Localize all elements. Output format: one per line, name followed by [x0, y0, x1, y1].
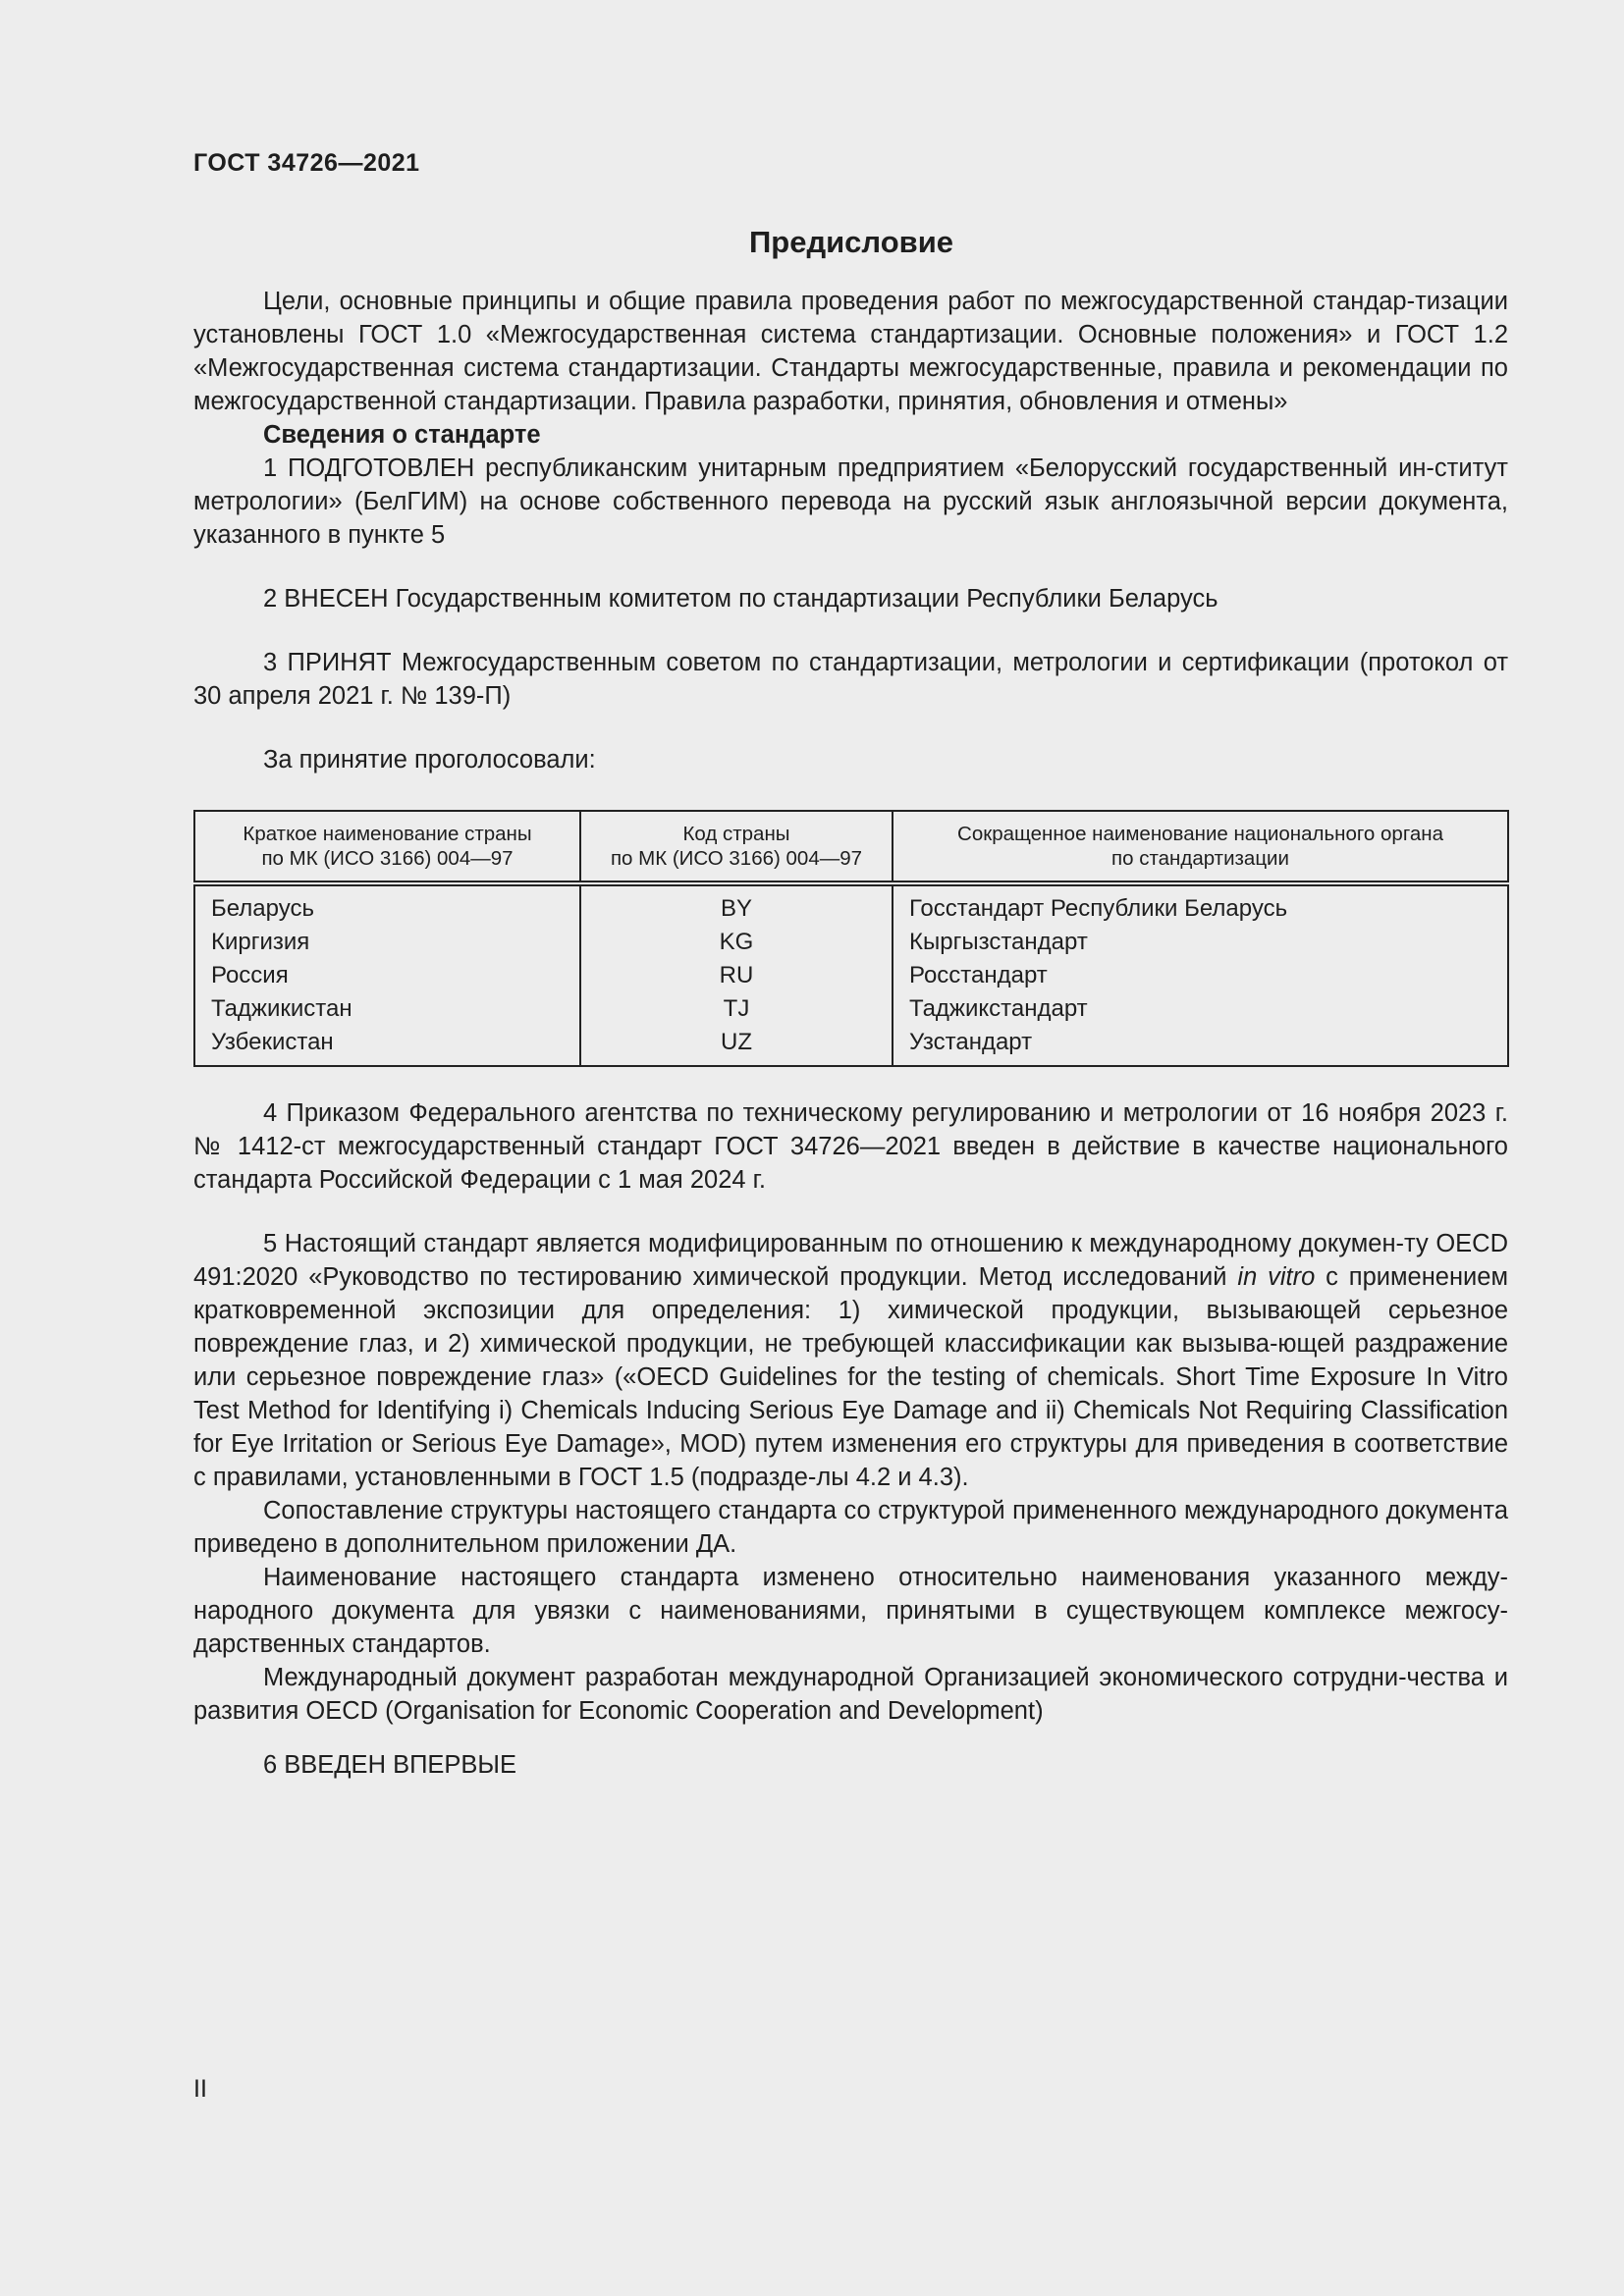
country-column	[194, 883, 580, 1066]
table-header-country: Краткое наименование страны по МК (ИСО 3166) 004—97	[194, 811, 580, 883]
page-title: Предисловие	[748, 225, 953, 259]
code-column	[580, 883, 893, 1066]
item-4: 4 Приказом Федерального агентства по техническому регулированию и метрологии от 16 ноября 2023 г. № 1412-ст межгосударственный стандарт ГОСТ 34726—2021 введен в действие в качестве национального стандарта Российской Федерации с 1 мая 2024 г.	[193, 1099, 1508, 1194]
section-subheading: Сведения о стандарте	[263, 421, 541, 449]
intro-paragraph: Цели, основные принципы и общие правила проведения работ по межгосударственной стандар-тизации установлены ГОСТ 1.0 «Межгосударственная система стандартизации. Основные положения» и ГОСТ 1.2 «Межгосударственная система стандартизации. Стандарты межгосударственные, правила и рекомендации по межгосударственной стандартизации. Правила разработки, принятия, обновления и отмены»	[193, 288, 1508, 415]
table-body-row	[194, 883, 1508, 1066]
standards-body: Узстандарт	[909, 1029, 1033, 1055]
country-code: TJ	[723, 995, 750, 1022]
item-5-paragraph-2: Сопоставление структуры настоящего стандарта со структурой примененного международного документа приведено в дополнительном приложении ДА.	[193, 1497, 1508, 1558]
standards-body-column	[893, 883, 1508, 1066]
country-code: UZ	[721, 1029, 752, 1055]
country-name: Россия	[211, 962, 289, 988]
table-header-code: Код страны по МК (ИСО 3166) 004—97	[580, 811, 893, 883]
document-code: ГОСТ 34726—2021	[193, 149, 420, 177]
country-name: Узбекистан	[211, 1029, 334, 1055]
standards-body: Госстандарт Республики Беларусь	[909, 895, 1288, 922]
item-3: 3 ПРИНЯТ Межгосударственным советом по стандартизации, метрологии и сертификации (протокол от 30 апреля 2021 г. № 139-П)	[193, 649, 1508, 710]
item-5-paragraph-4: Международный документ разработан международной Организацией экономического сотрудни-чества и развития OECD (Organisation for Economic Cooperation and Development)	[193, 1664, 1508, 1725]
country-code: RU	[719, 962, 754, 988]
standards-body: Таджикстандарт	[909, 995, 1088, 1022]
table-header-body: Сокращенное наименование национального органа по стандартизации	[893, 811, 1508, 883]
country-code: KG	[719, 929, 754, 955]
standards-body: Росстандарт	[909, 962, 1048, 988]
page-number: II	[193, 2075, 207, 2103]
country-name: Таджикистан	[211, 995, 352, 1022]
standards-body: Кыргызстандарт	[909, 929, 1088, 955]
country-code: BY	[720, 895, 752, 922]
country-name: Киргизия	[211, 929, 310, 955]
item-5-paragraph-3: Наименование настоящего стандарта изменено относительно наименования указанного между-народного документа для увязки с наименованиями, принятыми в существующем комплексе межгосу-дарственных стандартов.	[193, 1564, 1508, 1658]
voted-label: За принятие проголосовали:	[263, 746, 596, 774]
countries-table	[193, 810, 1509, 1067]
foreword-body	[193, 285, 1508, 1782]
item-5: 5 Настоящий стандарт является модифицированным по отношению к международному докумен-ту OECD 491:2020 «Руководство по тестированию химической продукции. Метод исследований in vitro с применением кратковременной экспозиции для определения: 1) химической продукции, вызывающей серьезное повреждение глаз, и 2) химической продукции, не требующей классификации как вызыва-ющей раздражение или серьезное повреждение глаз» («OECD Guidelines for the testing of chemicals. Short Time Exposure In Vitro Test Method for Identifying i) Chemicals Inducing Serious Eye Damage and ii) Chemicals Not Requiring Classification for Eye Irritation or Serious Eye Damage», MOD) путем изменения его структуры для приведения в соответствие с правилами, установленными в ГОСТ 1.5 (подразде-лы 4.2 и 4.3).	[193, 1230, 1509, 1491]
item-1: 1 ПОДГОТОВЛЕН республиканским унитарным предприятием «Белорусский государственный ин-ститут метрологии» (БелГИМ) на основе собственного перевода на русский язык англоязычной версии документа, указанного в пункте 5	[193, 454, 1508, 549]
country-name: Беларусь	[211, 895, 314, 922]
item-6: 6 ВВЕДЕН ВПЕРВЫЕ	[263, 1751, 517, 1779]
table-header-row	[194, 811, 1508, 883]
item-2: 2 ВНЕСЕН Государственным комитетом по стандартизации Республики Беларусь	[263, 585, 1218, 613]
